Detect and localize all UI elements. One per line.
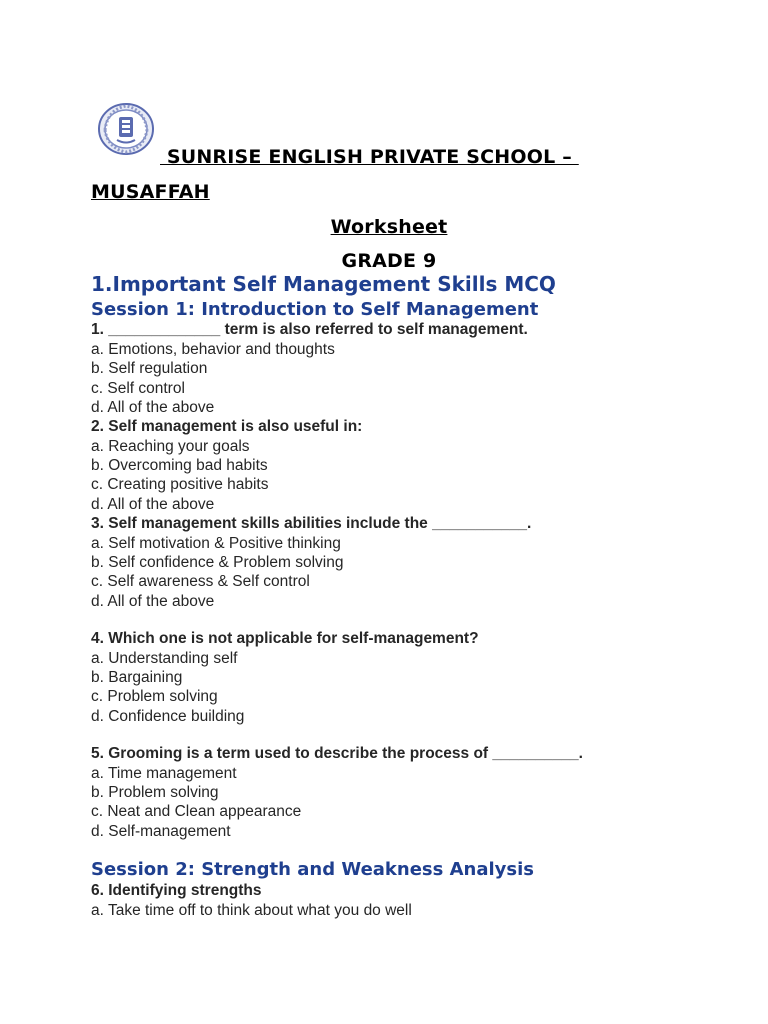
- question-5: 5. Grooming is a term used to describe the process of __________.: [91, 745, 583, 762]
- question-4-option-a: a. Understanding self: [91, 650, 238, 667]
- worksheet-label: Worksheet: [330, 216, 448, 238]
- question-4: 4. Which one is not applicable for self-management?: [91, 630, 479, 647]
- question-2-option-b: b. Overcoming bad habits: [91, 457, 268, 474]
- question-2-option-d: d. All of the above: [91, 496, 215, 513]
- session2-title: Session 2: Strength and Weakness Analysis: [91, 859, 535, 880]
- school-name-line2: MUSAFFAH: [91, 181, 210, 203]
- question-5-option-c: c. Neat and Clean appearance: [91, 803, 302, 820]
- question-2-option-a: a. Reaching your goals: [91, 438, 250, 455]
- question-3-option-b: b. Self confidence & Problem solving: [91, 554, 344, 571]
- question-4-option-b: b. Bargaining: [91, 669, 183, 686]
- question-6: 6. Identifying strengths: [91, 882, 262, 899]
- question-3-option-a: a. Self motivation & Positive thinking: [91, 535, 341, 552]
- worksheet-title: [0, 216, 768, 238]
- grade-title: [0, 250, 768, 272]
- question-5-option-a: a. Time management: [91, 765, 237, 782]
- question-3: 3. Self management skills abilities include the ___________.: [91, 515, 532, 532]
- question-1-option-a: a. Emotions, behavior and thoughts: [91, 341, 335, 358]
- question-4-option-d: d. Confidence building: [91, 708, 245, 725]
- question-5-option-d: d. Self-management: [91, 823, 231, 840]
- question-5-option-b: b. Problem solving: [91, 784, 219, 801]
- question-3-option-d: d. All of the above: [91, 593, 215, 610]
- session1-title: Session 1: Introduction to Self Management: [91, 299, 539, 320]
- school-name-line1: SUNRISE ENGLISH PRIVATE SCHOOL –: [160, 146, 579, 168]
- question-2-option-c: c. Creating positive habits: [91, 476, 269, 493]
- school-crest-logo: [95, 100, 157, 158]
- question-1: 1. _____________ term is also referred to self management.: [91, 321, 528, 338]
- grade-label: GRADE 9: [341, 250, 437, 272]
- question-1-option-c: c. Self control: [91, 380, 185, 397]
- question-6-option-a: a. Take time off to think about what you do well: [91, 902, 412, 919]
- question-1-option-b: b. Self regulation: [91, 360, 208, 377]
- question-3-option-c: c. Self awareness & Self control: [91, 573, 310, 590]
- question-1-option-d: d. All of the above: [91, 399, 215, 416]
- question-2: 2. Self management is also useful in:: [91, 418, 363, 435]
- question-4-option-c: c. Problem solving: [91, 688, 218, 705]
- main-heading: 1.Important Self Management Skills MCQ: [91, 272, 556, 296]
